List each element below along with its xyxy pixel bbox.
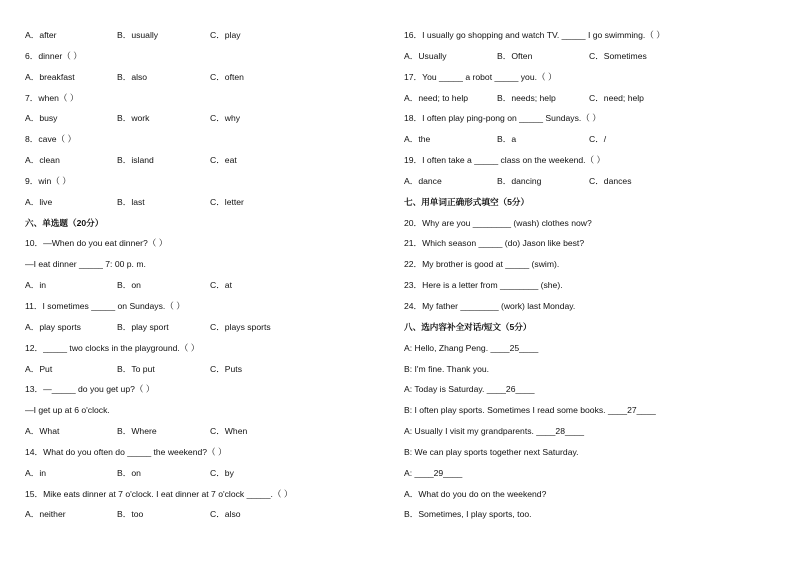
- dialogue-line: A: Today is Saturday. ____26____: [404, 384, 535, 395]
- question-line: 12．_____ two clocks in the playground.（ ）: [25, 342, 200, 353]
- option-b: B．Often: [497, 50, 533, 61]
- options-row: [404, 173, 774, 194]
- question-line: —I eat dinner _____ 7: 00 p. m.: [25, 259, 146, 270]
- options-row: [25, 361, 385, 382]
- question-line: 23．Here is a letter from ________ (she).: [404, 280, 563, 291]
- dialogue-line: A: Hello, Zhang Peng. ____25____: [404, 342, 539, 353]
- section-heading-word-form: 七、用单词正确形式填空（5分）: [404, 196, 530, 207]
- dialogue-line: B: I'm fine. Thank you.: [404, 363, 490, 374]
- options-row: [25, 152, 385, 173]
- option-a: A．breakfast: [25, 71, 75, 82]
- options-row: [404, 90, 774, 111]
- options-row: [404, 48, 774, 69]
- option-c: C．need; help: [589, 92, 644, 103]
- question-line: 17．You _____ a robot _____ you.（ ）: [404, 71, 557, 82]
- options-row: [25, 110, 385, 131]
- options-row: [25, 277, 385, 298]
- option-a: A．play sports: [25, 321, 81, 332]
- option-c: C．play: [210, 30, 241, 40]
- option-c: C．plays sports: [210, 321, 271, 332]
- dialogue-line: A: Usually I visit my grandparents. ____28____: [404, 426, 585, 437]
- option-b: B．work: [117, 113, 150, 124]
- option-a: A．after: [25, 30, 57, 40]
- option-c: C．letter: [210, 196, 244, 207]
- option-b: B．on: [117, 280, 141, 291]
- options-row: [25, 27, 385, 48]
- question-line: 15．Mike eats dinner at 7 o'clock. I eat dinner at 7 o'clock _____.（ ）: [25, 488, 293, 499]
- question-line: 20．Why are you ________ (wash) clothes now?: [404, 217, 592, 228]
- option-b: B．dancing: [497, 175, 542, 186]
- option-c: C．at: [210, 280, 232, 291]
- question-line: 7．when（ ）: [25, 92, 79, 103]
- question-line: 14．What do you often do _____ the weekend?（ ）: [25, 446, 227, 457]
- option-c: C．Puts: [210, 363, 242, 374]
- option-a: A．need; to help: [404, 92, 469, 103]
- option-b: B．To put: [117, 363, 155, 374]
- question-line: 10．—When do you eat dinner?（ ）: [25, 238, 168, 249]
- question-line: 22．My brother is good at _____ (swim).: [404, 259, 560, 270]
- question-line: 18．I often play ping-pong on _____ Sundays.（ ）: [404, 113, 601, 124]
- options-row: [25, 69, 385, 90]
- question-line: 9．win（ ）: [25, 175, 71, 186]
- option-b: B．last: [117, 196, 145, 207]
- question-line: 11．I sometimes _____ on Sundays.（ ）: [25, 300, 185, 311]
- options-row: [25, 423, 385, 444]
- option-b: B．a: [497, 134, 517, 145]
- option-c: C．Sometimes: [589, 50, 647, 61]
- question-line: —I get up at 6 o'clock.: [25, 405, 110, 416]
- question-line: 16．I usually go shopping and watch TV. _____ I go swimming.（ ）: [404, 30, 665, 40]
- options-row: [404, 131, 774, 152]
- option-c: C．by: [210, 467, 234, 478]
- option-a: A．live: [25, 196, 53, 207]
- answer-choice: A．What do you do on the weekend?: [404, 488, 547, 499]
- option-c: C．dances: [589, 175, 632, 186]
- option-c: C．why: [210, 113, 241, 124]
- dialogue-line: B: I often play sports. Sometimes I read some books. ____27____: [404, 405, 656, 416]
- question-line: 19．I often take a _____ class on the weekend.（ ）: [404, 155, 606, 166]
- section-heading-dialogue: 八、选内容补全对话/短文（5分）: [404, 321, 532, 332]
- option-b: B．Where: [117, 426, 157, 437]
- option-b: B．usually: [117, 30, 159, 40]
- option-a: A．dance: [404, 175, 442, 186]
- right-column: [404, 27, 774, 527]
- question-line: 24．My father ________ (work) last Monday.: [404, 300, 576, 311]
- section-heading-single-choice: 六、单选题（20分）: [25, 217, 104, 228]
- option-b: B．also: [117, 71, 148, 82]
- option-b: B．play sport: [117, 321, 169, 332]
- option-a: A．neither: [25, 509, 66, 520]
- option-b: B．too: [117, 509, 144, 520]
- dialogue-line: A: ____29____: [404, 467, 463, 478]
- answer-choice: B．Sometimes, I play sports, too.: [404, 509, 532, 520]
- dialogue-line: B: We can play sports together next Saturday.: [404, 446, 579, 457]
- question-line: 6．dinner（ ）: [25, 50, 82, 61]
- option-c: C．eat: [210, 155, 237, 166]
- question-line: 13．—_____ do you get up?（ ）: [25, 384, 155, 395]
- options-row: [25, 194, 385, 215]
- option-a: A．Put: [25, 363, 53, 374]
- option-a: A．the: [404, 134, 431, 145]
- left-column: [25, 27, 385, 527]
- option-c: C．also: [210, 509, 241, 520]
- option-a: A．in: [25, 280, 47, 291]
- options-row: [25, 319, 385, 340]
- option-c: C．/: [589, 134, 607, 145]
- option-a: A．What: [25, 426, 60, 437]
- option-b: B．on: [117, 467, 141, 478]
- options-row: [25, 465, 385, 486]
- question-line: 21．Which season _____ (do) Jason like best?: [404, 238, 585, 249]
- option-a: A．busy: [25, 113, 58, 124]
- option-b: B．needs; help: [497, 92, 556, 103]
- option-a: A．clean: [25, 155, 60, 166]
- question-line: 8．cave（ ）: [25, 134, 77, 145]
- option-c: C．When: [210, 426, 248, 437]
- option-b: B．island: [117, 155, 154, 166]
- option-a: A．in: [25, 467, 47, 478]
- option-a: A．Usually: [404, 50, 447, 61]
- options-row: [25, 506, 385, 527]
- option-c: C．often: [210, 71, 244, 82]
